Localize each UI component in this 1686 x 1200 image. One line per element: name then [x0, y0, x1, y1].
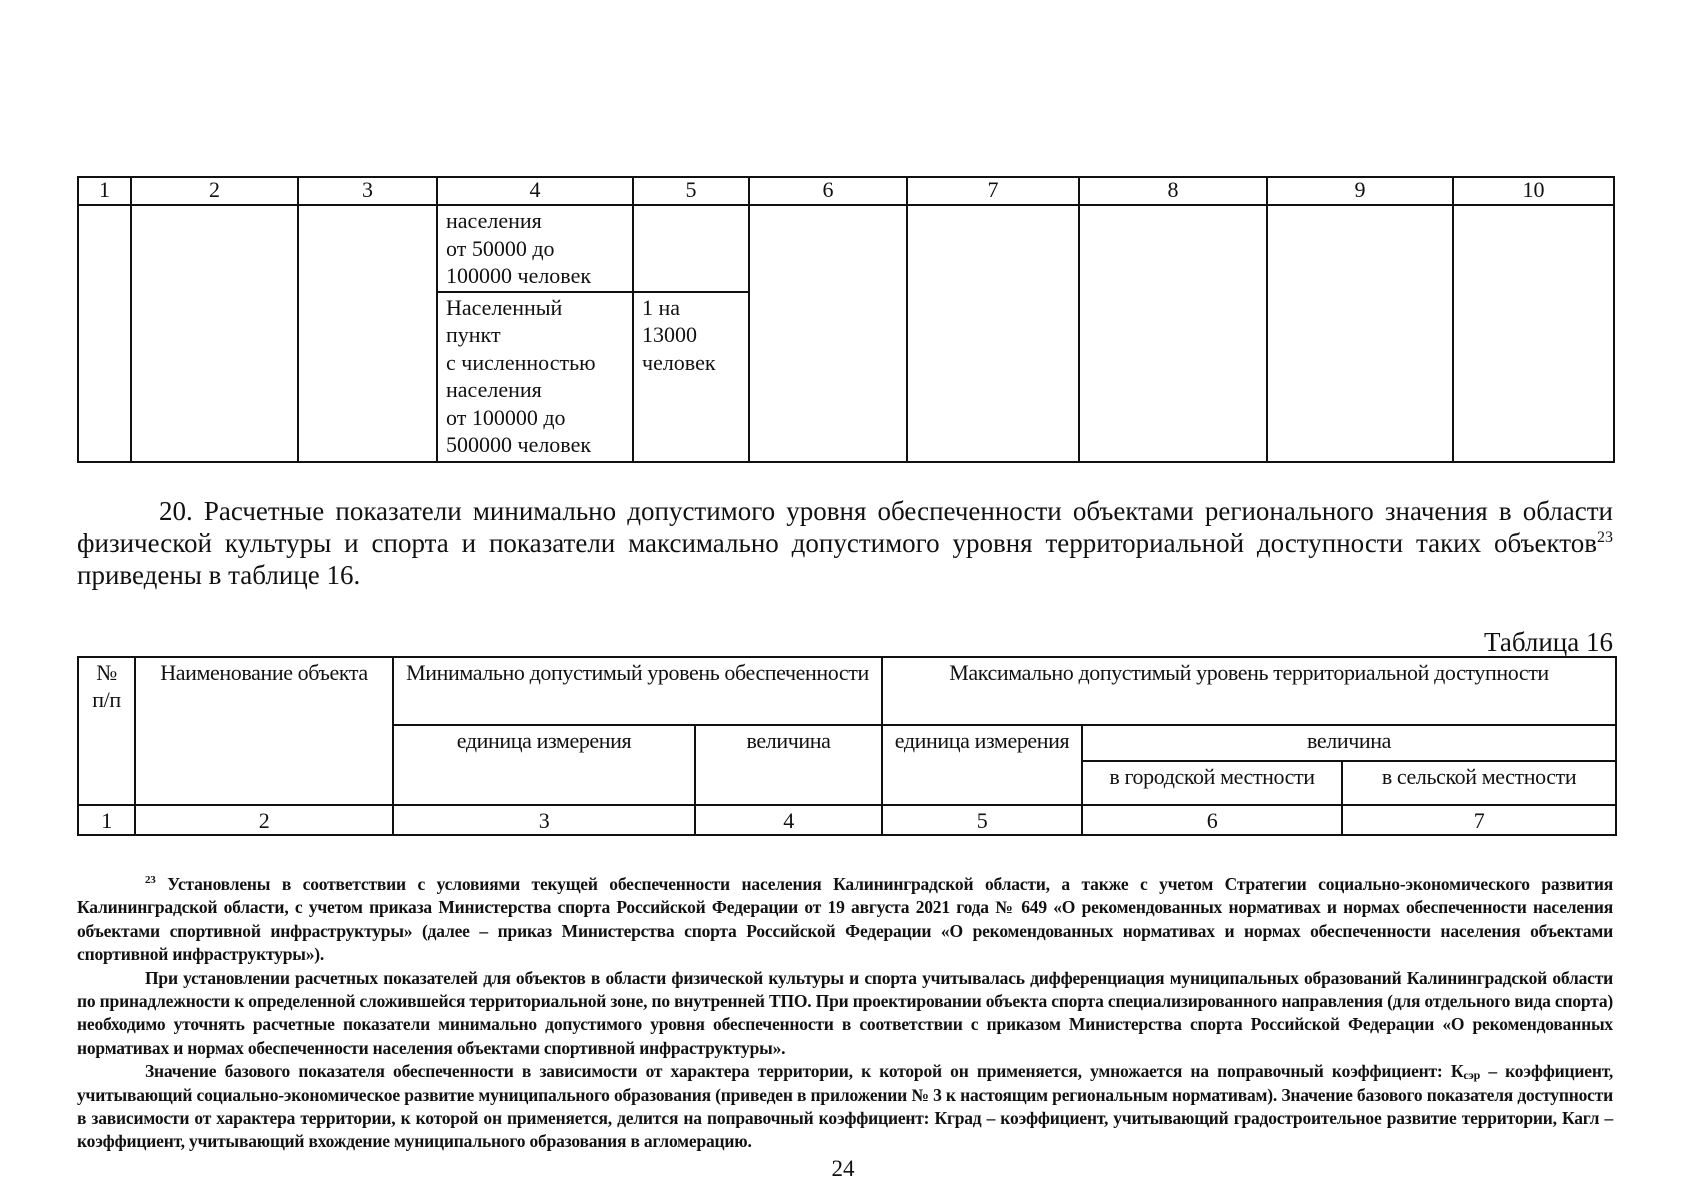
table-row [78, 205, 1614, 292]
col-number-header [78, 657, 135, 805]
footnote-text: Значение базового показателя обеспеченности в зависимости от характера территории, к которой он применяется, умножается на поправочный коэффициент: К [145, 1061, 1464, 1082]
header-cell: 2 [131, 177, 298, 205]
header-cell: 5 [633, 177, 749, 205]
table-cell [78, 205, 131, 462]
continued-table [77, 176, 1615, 463]
paragraph-20 [77, 495, 1613, 591]
value-group-header: величина [1082, 725, 1616, 761]
population-cell [437, 205, 633, 292]
urban-header: в городской местности [1082, 761, 1342, 805]
norm-cell [633, 205, 749, 292]
coefficient-subscript: сэр [1463, 1068, 1481, 1083]
min-level-header: Минимально допустимый уровень обеспеченности [393, 657, 882, 725]
unit-header: единица измерения [393, 725, 695, 805]
header-cell: 4 [437, 177, 633, 205]
rural-header: в сельской местности [1342, 761, 1616, 805]
cell-line: населения [446, 208, 542, 233]
footnote-paragraph [77, 1060, 1613, 1154]
footnote-text: – коэффициент, учитывающий социально-экономическое развитие муниципального образования (приведен в приложении № 3 к настоящим региональным нормативам). Значение базового показателя доступности в зависимости от характера территории, к которой он применяется, делится на поправочный коэффициент: Кград – коэффициент, учитывающий градостроительное развитие территории, Кагл – коэффициент, учитывающий вхождение муниципального образования в агломерацию. [77, 1061, 1613, 1152]
table-cell [1453, 205, 1614, 462]
cell-line: Населенный [446, 294, 563, 320]
unit-header: единица измерения [882, 725, 1082, 805]
header-cell: 3 [298, 177, 437, 205]
footnote-ref: 23 [1597, 529, 1613, 546]
table-cell [907, 205, 1079, 462]
column-number: 7 [1342, 805, 1616, 835]
header-cell: 8 [1079, 177, 1267, 205]
header-line: № [96, 660, 117, 685]
footnote-text: Установлены в соответствии с условиями текущей обеспеченности населения Калининградской области, а также с учетом Стратегии социально-экономического развития Калининградской области, с учетом приказа Министерства спорта Российской Федерации от 19 августа 2021 года № 649 «О рекомендованных нормативах и нормах обеспеченности населения объектами спортивной инфраструктуры» (далее – приказ Министерства спорта Российской Федерации «О рекомендованных нормативах и нормах обеспеченности населения объектами спортивной инфраструктуры»). [77, 874, 1613, 965]
column-number: 6 [1082, 805, 1342, 835]
table-cell [1079, 205, 1267, 462]
table-16 [77, 656, 1617, 836]
footnote-paragraph: При установлении расчетных показателей для объектов в области физической культуры и спорта учитывалась дифференциация муниципальных образований Калининградской области по принадлежности к определенной сложившейся территориальной зоне, по внутренней ТПО. При проектировании объекта спорта специализированного направления (для отдельного вида спорта) необходимо уточнять расчетные показатели минимально допустимого уровня обеспеченности в соответствии с приказом Министерства спорта Российской Федерации «О рекомендованных нормативах и нормах обеспеченности населения объектами спортивной инфраструктуры». [77, 967, 1613, 1058]
table-cell [298, 205, 437, 462]
cell-line: 13000 [642, 322, 697, 347]
column-number: 5 [882, 805, 1082, 835]
header-cell: 6 [749, 177, 907, 205]
header-cell: 10 [1453, 177, 1614, 205]
column-number: 1 [78, 805, 135, 835]
column-number: 2 [135, 805, 393, 835]
footnotes [77, 873, 1613, 1154]
cell-line: 100000 человек [446, 263, 592, 288]
header-cell: 1 [78, 177, 131, 205]
page-number: 24 [831, 1156, 855, 1181]
paragraph-text-end: приведены в таблице 16. [77, 560, 361, 590]
cell-line: 500000 человек [446, 432, 592, 457]
footnote-marker: 23 [145, 874, 156, 886]
value-header: величина [695, 725, 882, 805]
col-name-header: Наименование объекта [135, 657, 393, 805]
cell-line: человек [642, 349, 716, 375]
table-header-row [78, 657, 1616, 725]
table-cell [131, 205, 298, 462]
norm-cell [633, 292, 749, 462]
header-cell: 7 [907, 177, 1079, 205]
cell-line: от 50000 до [446, 235, 555, 261]
table-caption: Таблица 16 [1484, 627, 1613, 657]
paragraph-text: 20. Расчетные показатели минимально допустимого уровня обеспеченности объектами регионального значения в области физической культуры и спорта и показатели максимально допустимого уровня территориальной доступности таких объектов [77, 496, 1613, 558]
header-line: п/п [92, 687, 121, 712]
cell-line: с численностью [446, 349, 596, 375]
population-cell [437, 292, 633, 462]
header-cell: 9 [1267, 177, 1453, 205]
cell-line: населения [446, 377, 542, 402]
column-number: 4 [695, 805, 882, 835]
table-cell [749, 205, 907, 462]
footnote-23 [77, 873, 1613, 967]
column-number: 3 [393, 805, 695, 835]
cell-line: пункт [446, 322, 501, 347]
table-header-row [78, 177, 1614, 205]
column-numbers-row [78, 805, 1616, 835]
table-cell [1267, 205, 1453, 462]
cell-line: 1 на [642, 294, 681, 320]
max-level-header: Максимально допустимый уровень территориальной доступности [882, 657, 1616, 725]
cell-line: от 100000 до [446, 404, 566, 430]
